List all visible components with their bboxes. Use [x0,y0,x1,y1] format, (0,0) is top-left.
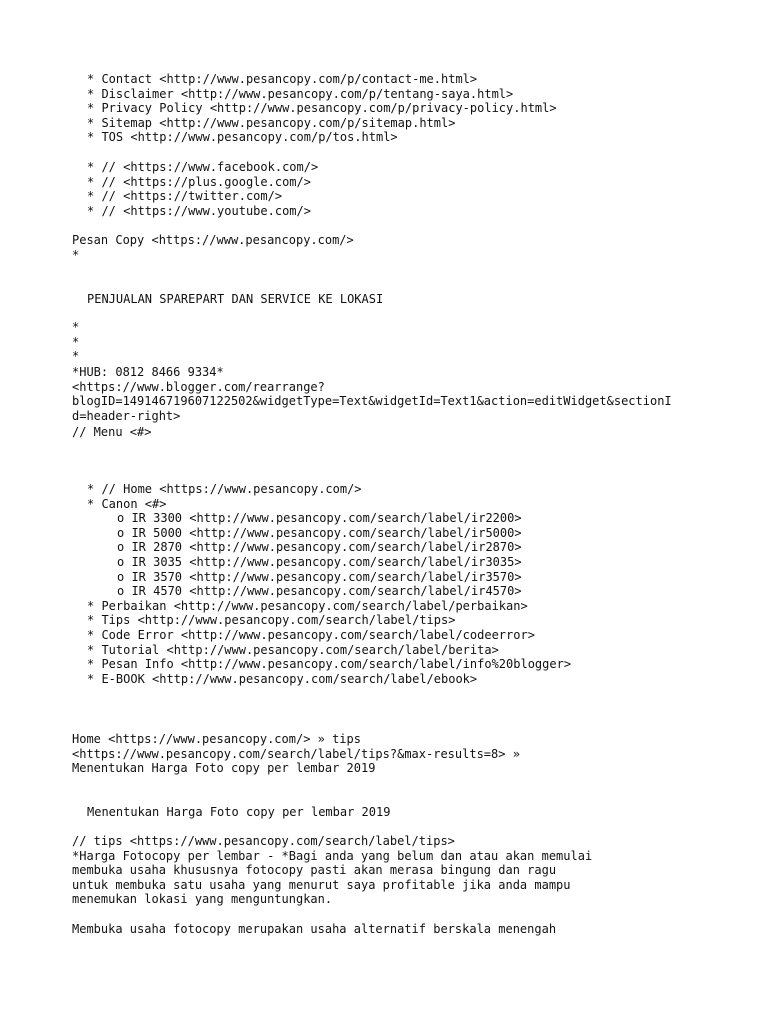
tagline: PENJUALAN SPAREPART DAN SERVICE KE LOKASI [87,292,384,306]
breadcrumb-tips[interactable]: <https://www.pesancopy.com/search/label/tips?&max-results=8> » [72,746,520,761]
menu-item-home[interactable]: * // Home <https://www.pesancopy.com/> [87,482,362,496]
hub-phone: *HUB: 0812 8466 9334* [72,365,224,379]
post-body-line: Membuka usaha fotocopy merupakan usaha alternatif berskala menengah [72,922,557,936]
menu-item-tips[interactable]: * Tips <http://www.pesancopy.com/search/label/tips> [87,613,456,628]
menu-item-canon[interactable]: * Canon <#> [87,496,167,511]
menu-item-ebook[interactable]: * E-BOOK <http://www.pesancopy.com/search/label/ebook> [87,671,478,686]
google-plus-link[interactable]: * // <https://plus.google.com/> [87,174,311,189]
post-body-line: untuk membuka satu usaha yang menurut saya profitable jika anda mampu [72,877,571,892]
sitemap-link[interactable]: * Sitemap <http://www.pesancopy.com/p/sitemap.html> [87,115,456,130]
submenu-item-ir3300[interactable]: o IR 3300 <http://www.pesancopy.com/search/label/ir2200> [117,511,522,526]
post-label-link[interactable]: // tips <https://www.pesancopy.com/search/label/tips> [72,834,455,848]
post-body-line: menemukan lokasi yang menguntungkan. [72,892,333,907]
twitter-link[interactable]: * // <https://twitter.com/> [87,189,283,204]
star-line: * [72,349,80,364]
facebook-link[interactable]: * // <https://www.facebook.com/> [87,160,319,174]
post-body-line: *Harga Fotocopy per lembar - *Bagi anda yang belum dan atau akan memulai [72,848,593,863]
site-title-link[interactable]: Pesan Copy <https://www.pesancopy.com/> [72,233,354,247]
menu-item-perbaikan[interactable]: * Perbaikan <http://www.pesancopy.com/search/label/perbaikan> [87,598,528,613]
youtube-link[interactable]: * // <https://www.youtube.com/> [87,203,311,218]
blogger-edit-link[interactable]: blogID=149146719607122502&widgetType=Text&widgetId=Text1&action=editWidget&sectionI [72,394,672,409]
tos-link[interactable]: * TOS <http://www.pesancopy.com/p/tos.html> [87,130,398,145]
breadcrumb-home[interactable]: Home <https://www.pesancopy.com/> » tips [72,732,361,746]
blogger-edit-link[interactable]: <https://www.blogger.com/rearrange? [72,379,325,394]
submenu-item-ir3035[interactable]: o IR 3035 <http://www.pesancopy.com/search/label/ir3035> [117,555,522,569]
submenu-item-ir5000[interactable]: o IR 5000 <http://www.pesancopy.com/search/label/ir5000> [117,525,522,540]
disclaimer-link[interactable]: * Disclaimer <http://www.pesancopy.com/p/tentang-saya.html> [87,86,514,101]
blogger-edit-link[interactable]: d=header-right> [72,408,181,423]
post-body-line: membuka usaha khususnya fotocopy pasti akan merasa bingung dan ragu [72,863,557,878]
menu-item-pesan-info[interactable]: * Pesan Info <http://www.pesancopy.com/search/label/info%20blogger> [87,657,572,672]
menu-item-tutorial[interactable]: * Tutorial <http://www.pesancopy.com/search/label/berita> [87,642,499,657]
breadcrumb-current: Menentukan Harga Foto copy per lembar 2019 [72,761,376,776]
site-title-star: * [72,247,80,262]
menu-heading[interactable]: // Menu <#> [72,425,152,439]
submenu-item-ir4570[interactable]: o IR 4570 <http://www.pesancopy.com/search/label/ir4570> [117,584,522,599]
submenu-item-ir3570[interactable]: o IR 3570 <http://www.pesancopy.com/search/label/ir3570> [117,569,522,584]
menu-item-code-error[interactable]: * Code Error <http://www.pesancopy.com/search/label/codeerror> [87,628,535,642]
star-line: * [72,320,80,334]
post-title: Menentukan Harga Foto copy per lembar 2019 [87,805,391,819]
star-line: * [72,334,80,349]
submenu-item-ir2870[interactable]: o IR 2870 <http://www.pesancopy.com/search/label/ir2870> [117,540,522,555]
privacy-policy-link[interactable]: * Privacy Policy <http://www.pesancopy.com/p/privacy-policy.html> [87,101,557,116]
contact-link[interactable]: * Contact <http://www.pesancopy.com/p/contact-me.html> [87,72,478,86]
